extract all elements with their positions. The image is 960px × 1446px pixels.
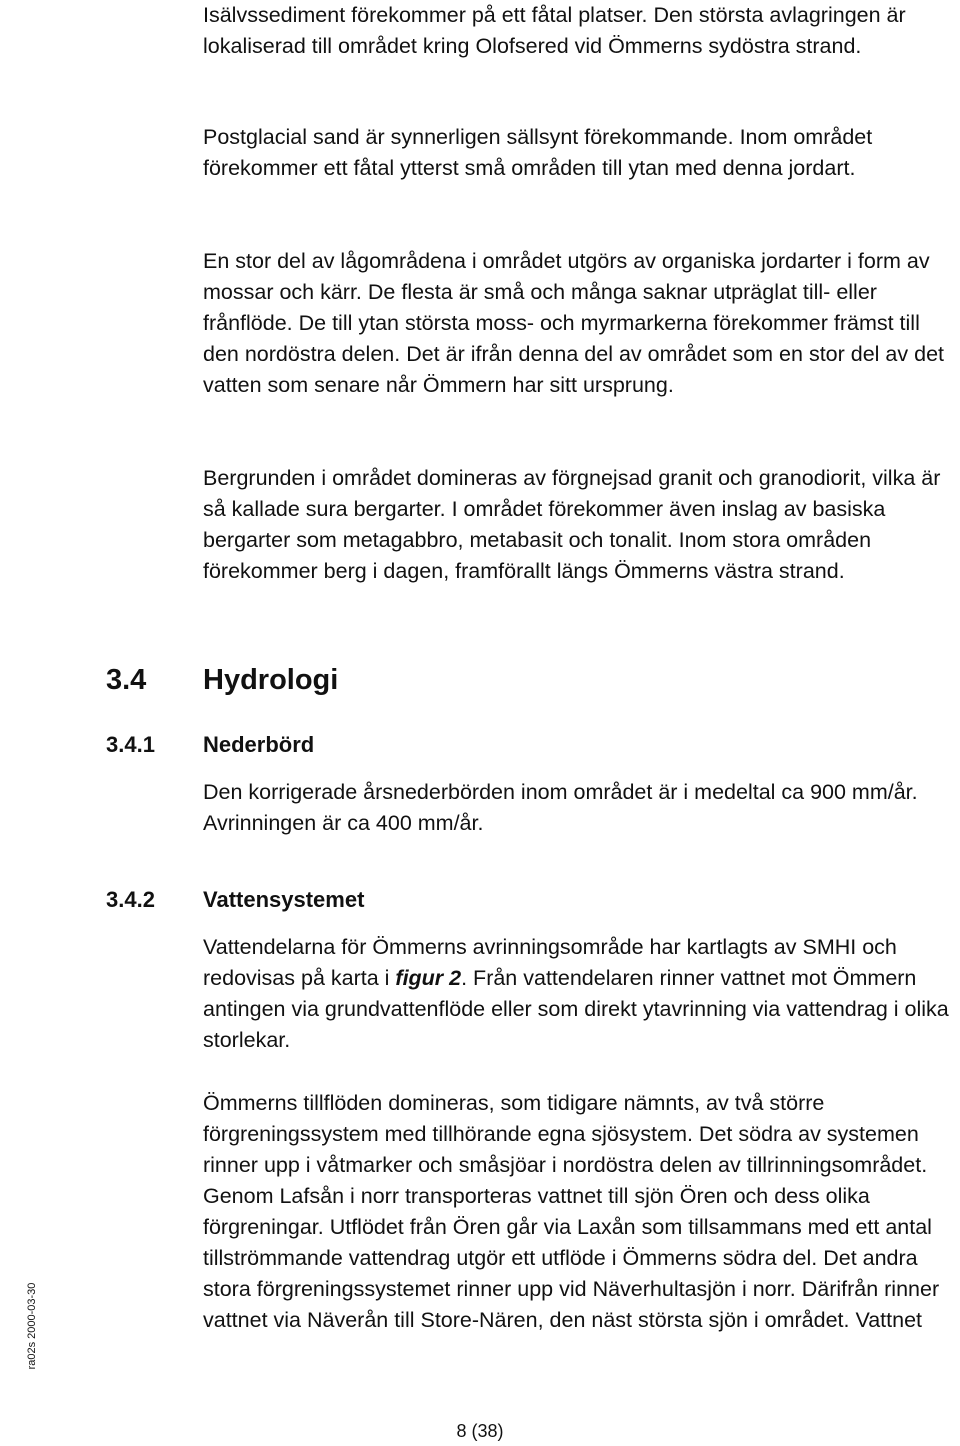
subsection-number: 3.4.1 — [106, 732, 155, 757]
paragraph-text: Vattendelarna för Ömmerns avrinningsområde har kartlagts av SMHI och redovisas på karta i — [203, 935, 897, 990]
paragraph-postglacial-sand: Postglacial sand är synnerligen sällsynt förekommande. Inom området förekommer ett fåtal ytterst små områden till ytan med denna jordart. — [203, 125, 873, 180]
page-number: 8 (38) — [456, 1421, 504, 1441]
subsection-title: Nederbörd — [203, 732, 315, 757]
section-heading-hydrologi — [106, 663, 339, 697]
paragraph-nederbord: Den korrigerade årsnederbörden inom området är i medeltal ca 900 mm/år. Avrinningen är ca 400 mm/år. — [203, 780, 918, 835]
section-number: 3.4 — [106, 664, 147, 696]
paragraph-isalvssediment: Isälvssediment förekommer på ett fåtal platser. Den största avlagringen är lokaliserad till området kring Olofsered vid Ömmerns sydöstra strand. — [203, 3, 906, 58]
paragraph-text: . Från vattendelaren rinner vattnet mot Ömmern antingen via grundvattenflöde eller som direkt ytavrinning via vattendrag i olika storlekar. — [203, 966, 949, 1052]
subsection-heading-nederbord — [106, 731, 315, 759]
paragraph-bergrunden: Bergrunden i området domineras av förgnejsad granit och granodiorit, vilka är så kallade sura bergarter. I området förekommer även inslag av basiska bergarter som metagabbro, metabasit och tonalit. Inom stora områden förekommer berg i dagen, framförallt längs Ömmerns västra strand. — [203, 466, 941, 583]
paragraph-organiska-jordarter: En stor del av lågområdena i området utgörs av organiska jordarter i form av mossar och kärr. De flesta är små och många saknar utpräglat till- eller frånflöde. De till ytan största moss- och myrmarkerna förekommer främst till den nordöstra delen. Det är ifrån denna del av området som en stor del av det vatten som senare når Ömmern har sitt ursprung. — [203, 249, 944, 397]
paragraph-vattendelarna — [203, 932, 953, 1056]
subsection-title: Vattensystemet — [203, 887, 365, 912]
subsection-number: 3.4.2 — [106, 887, 155, 912]
document-revision-stamp: ra02s 2000-03-30 — [26, 1282, 38, 1370]
section-title: Hydrologi — [203, 664, 339, 696]
paragraph-tillfloden: Ömmerns tillflöden domineras, som tidigare nämnts, av två större förgreningssystem med tillhörande egna sjösystem. Det södra av systemen rinner upp i våtmarker och småsjöar i nordöstra delen av tillrinningsområdet. Genom Lafsån i norr transporteras vattnet till sjön Ören och dess olika förgreningar. Utflödet från Ören går via Laxån som tillsammans med ett antal tillströmmande vattendrag utgör ett utflöde i Ömmerns södra del. Det andra stora förgreningssystemet rinner upp vid Näverhultasjön i norr. Därifrån rinner vattnet via Näverån till Store-Nären, den näst största sjön i området. Vattnet — [203, 1091, 940, 1332]
subsection-heading-vattensystemet — [106, 886, 365, 914]
figure-reference: figur 2 — [395, 966, 462, 990]
